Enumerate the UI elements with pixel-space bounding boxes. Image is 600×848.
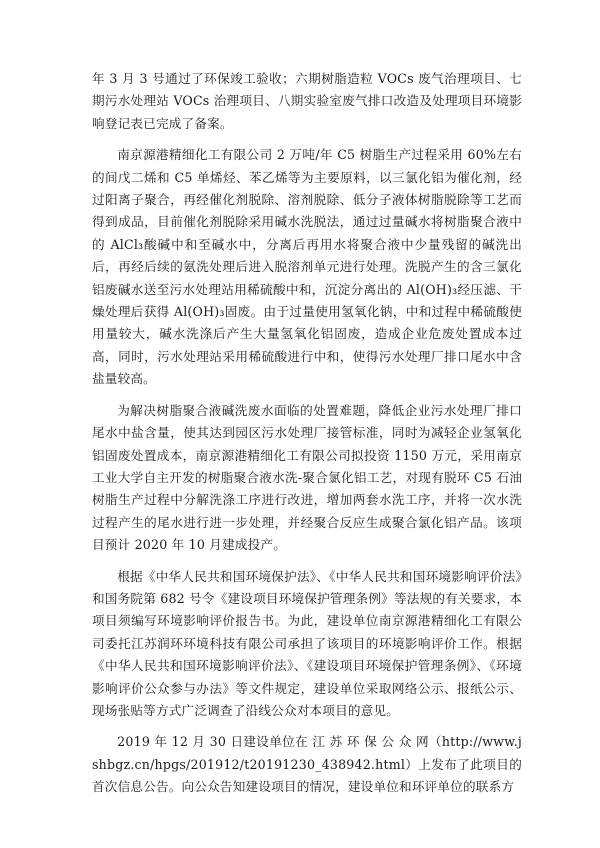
paragraph-continued: 年 3 月 3 号通过了环保竣工验收；六期树脂造粒 VOCs 废气治理项目、七期污水处理站 VOCs 治理项目、八期实验室废气排口改造及处理项目环境影响登记表已完成了备案。 bbox=[92, 71, 522, 131]
paragraph-project-purpose: 为解决树脂聚合液碱洗废水面临的处置难题，降低企业污水处理厂排口尾水中盐含量，使其达到园区污水处理厂接管标准，同时为减轻企业氢氧化铝固废处置成本，南京源港精细化工有限公司拟投资 1150 万元，采用南京工业大学自主开发的树脂聚合液水洗-聚合氯化铝工艺，对现有脱环 C5 石油树脂生产过程中分解洗涤工序进行改进，增加两套水洗工序，并将一次水洗过程产生的尾水进行进一步处理，并经聚合反应生成聚合氯化铝产品。该项目预计 2020 年 10 月建成投产。 bbox=[92, 402, 522, 553]
paragraph-public-notice: 2019 年 12 月 30 日建设单位在 江 苏 环 保 公 众 网（http://www.jshbgz.cn/hpgs/201912/t20191230_438942.html）上发布了此项目的首次信息公告。向公众告知建设项目的情况，建设单位和环评单位的联系方 bbox=[92, 734, 522, 795]
document-body bbox=[92, 68, 522, 808]
paragraph-process-description: 南京源港精细化工有限公司 2 万吨/年 C5 树脂生产过程采用 60%左右的间戊二烯和 C5 单烯烃、苯乙烯等为主要原料，以三氯化铝为催化剂，经过阳离子聚合，再经催化剂脱除、溶剂脱除、低分子液体树脂脱除等工艺而得到成品，目前催化剂脱除采用碱水洗脱法，通过过量碱水将树脂聚合液中的 AlCl₃酸碱中和至碱水中，分离后再用水将聚合液中少量残留的碱洗出后，再经后续的氨洗处理后进入脱溶剂单元进行处理。洗脱产生的含三氯化铝废碱水送至污水处理站用稀硫酸中和，沉淀分离出的 Al(OH)₃经压滤、干燥处理后获得 Al(OH)₃固废。由于过量使用氢氧化钠，中和过程中稀硫酸使用量较大，碱水洗涤后产生大量氢氧化铝固废，造成企业危废处置成本过高，同时，污水处理站采用稀硫酸进行中和，使得污水处理厂排口尾水中含盐量较高。 bbox=[92, 147, 522, 387]
paragraph-legal-basis: 根据《中华人民共和国环境保护法》、《中华人民共和国环境影响评价法》和国务院第 682 号令《建设项目环境保护管理条例》等法规的有关要求，本项目须编写环境影响评价报告书。为此，建设单位南京源港精细化工有限公司委托江苏润环环境科技有限公司承担了该项目的环境影响评价工作。根据《中华人民共和国环境影响评价法》、《建设项目环境保护管理条例》、《环境影响评价公众参与办法》等文件规定，建设单位采取网络公示、报纸公示、现场张贴等方式广泛调查了沿线公众对本项目的意见。 bbox=[92, 568, 522, 718]
